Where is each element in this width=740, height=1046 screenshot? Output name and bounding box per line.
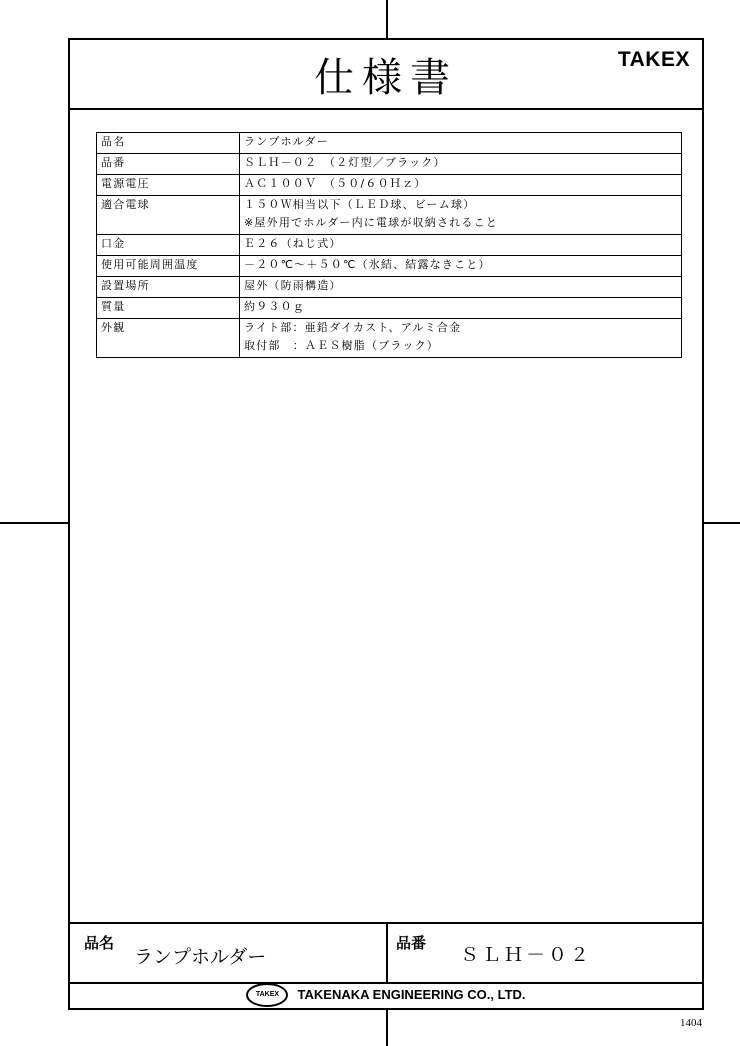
page-title: 仕様書 [314, 55, 458, 101]
spec-value-line: Ｅ２６（ねじ式） [244, 237, 342, 250]
spec-label: 品名 [97, 133, 240, 154]
product-number-label: 品番 [396, 934, 427, 952]
product-name-value: ランプホルダー [134, 946, 267, 968]
product-name-label: 品名 [84, 934, 115, 952]
crop-mark-right [704, 522, 740, 524]
company-footer [70, 980, 702, 1010]
spec-value-line: ＡＣ１００Ｖ （５０/６０Ｈｚ） [244, 177, 427, 190]
spec-value [240, 319, 682, 358]
spec-value-line: ※屋外用でホルダー内に電球が収納されること [244, 216, 498, 229]
spec-value [240, 175, 682, 196]
spec-label: 使用可能周囲温度 [97, 256, 240, 277]
title-row [70, 40, 702, 110]
spec-label: 適合電球 [97, 196, 240, 235]
spec-row [97, 277, 682, 298]
spec-row [97, 133, 682, 154]
spec-value-line: ライト部：亜鉛ダイカスト、アルミ合金 [244, 321, 462, 334]
spec-value [240, 154, 682, 175]
spec-sheet-frame [68, 38, 704, 1010]
crop-mark-left [0, 522, 68, 524]
spec-value [240, 235, 682, 256]
spec-value-line: －２０℃～＋５０℃（氷結、結露なきこと） [244, 258, 491, 271]
crop-mark-top [386, 0, 388, 38]
product-summary-bar [70, 922, 702, 984]
company-name: TAKENAKA ENGINEERING CO., LTD. [297, 987, 526, 1002]
spec-table [96, 132, 682, 358]
spec-value-line: １５０Ｗ相当以下（ＬＥＤ球、ビーム球） [244, 198, 476, 211]
spec-value [240, 298, 682, 319]
spec-row [97, 196, 682, 235]
spec-value [240, 256, 682, 277]
spec-row [97, 175, 682, 196]
spec-label: 口金 [97, 235, 240, 256]
spec-label: 品番 [97, 154, 240, 175]
summary-divider [386, 924, 388, 982]
spec-row [97, 298, 682, 319]
spec-label: 外観 [97, 319, 240, 358]
spec-label: 設置場所 [97, 277, 240, 298]
spec-value-line: ＳＬＨ－０２ （２灯型／ブラック） [244, 156, 446, 169]
spec-value-line: ランプホルダー [244, 135, 329, 148]
spec-row [97, 154, 682, 175]
spec-row [97, 235, 682, 256]
spec-value-line: 取付部 ：ＡＥＳ樹脂（ブラック） [244, 339, 439, 352]
spec-value-line: 約９３０ｇ [244, 300, 305, 313]
company-logo: TAKEX [246, 983, 288, 1007]
product-number-value: ＳＬＨ－０２ [460, 944, 593, 966]
spec-row [97, 319, 682, 358]
crop-mark-bottom [386, 1010, 388, 1046]
spec-value [240, 196, 682, 235]
brand-logo: TAKEX [617, 48, 690, 71]
spec-label: 質量 [97, 298, 240, 319]
spec-label: 電源電圧 [97, 175, 240, 196]
spec-value-line: 屋外（防雨構造） [244, 279, 342, 292]
spec-value [240, 277, 682, 298]
document-code: 1404 [680, 1017, 702, 1029]
spec-value [240, 133, 682, 154]
spec-row [97, 256, 682, 277]
